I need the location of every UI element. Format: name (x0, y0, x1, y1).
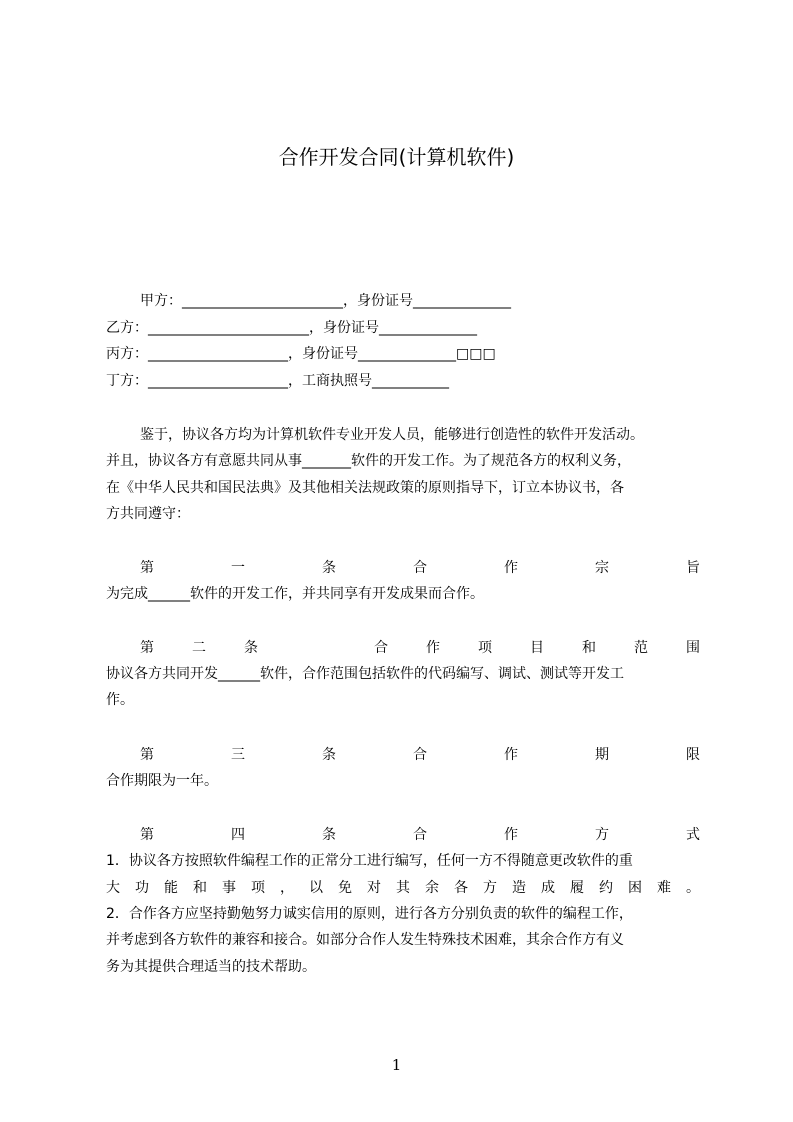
heading-char: 第 (140, 827, 154, 843)
heading-char: 限 (686, 747, 700, 763)
article-4-heading (106, 825, 700, 845)
spread-char: 困 (628, 880, 642, 896)
spread-char: 造 (512, 880, 526, 896)
article-3-text: 合作期限为一年。 (106, 773, 218, 789)
article-2-heading (106, 638, 700, 658)
spread-char: 大 (106, 880, 120, 896)
spread-char: 余 (425, 880, 439, 896)
spread-char: 事 (222, 880, 236, 896)
article-2-text: 协议各方共同开发______软件，合作范围包括软件的代码编写、调试、测试等开发工 (106, 666, 624, 682)
spread-char: 难 (657, 880, 671, 896)
article-4-spread-line (106, 878, 700, 898)
heading-char: 条 (244, 640, 258, 656)
spread-char: 对 (367, 880, 381, 896)
heading-char: 作 (504, 747, 518, 763)
heading-char: 合 (374, 640, 388, 656)
heading-char: 第 (140, 747, 154, 763)
article-4-text: 1．协议各方按照软件编程工作的正常分工进行编写，任何一方不得随意更改软件的重 (106, 853, 633, 869)
heading-char: 围 (686, 640, 700, 656)
article-4-text: 并考虑到各方软件的兼容和接合。如部分合作人发生特殊技术困难，其余合作方有义 (106, 932, 624, 948)
heading-char: 三 (231, 747, 245, 763)
heading-char: 二 (192, 640, 206, 656)
heading-char: 条 (322, 747, 336, 763)
heading-char: 条 (322, 827, 336, 843)
party-b-line: 乙方：_______________________，身份证号______________ (106, 320, 477, 336)
heading-char: 合 (413, 560, 427, 576)
heading-char: 条 (322, 560, 336, 576)
heading-char: 项 (478, 640, 492, 656)
preamble-line: 鉴于，协议各方均为计算机软件专业开发人员，能够进行创造性的软件开发活动。 (140, 427, 644, 443)
spread-char: 履 (570, 880, 584, 896)
heading-char: 合 (413, 747, 427, 763)
spread-char: 其 (396, 880, 410, 896)
article-4-text: 务为其提供合理适当的技术帮助。 (106, 959, 316, 975)
article-1-heading (106, 558, 700, 578)
heading-char: 式 (686, 827, 700, 843)
document-title: 合作开发合同(计算机软件) (278, 145, 515, 169)
heading-char: 旨 (686, 560, 700, 576)
spread-char: 项 (251, 880, 265, 896)
spread-char: 能 (164, 880, 178, 896)
heading-char: 作 (426, 640, 440, 656)
heading-char: 一 (231, 560, 245, 576)
spread-char: 免 (338, 880, 352, 896)
heading-char: 方 (595, 827, 609, 843)
page-number: 1 (391, 1056, 402, 1074)
spread-char: 。 (686, 880, 700, 896)
party-d-line: 丁方：____________________，工商执照号___________ (106, 373, 449, 389)
article-4-text: 2．合作各方应坚持勤勉努力诚实信用的原则，进行各方分别负责的软件的编程工作， (106, 906, 633, 922)
heading-char: 宗 (595, 560, 609, 576)
article-2-text: 作。 (106, 692, 134, 708)
spread-char: 成 (541, 880, 555, 896)
heading-char: 作 (504, 827, 518, 843)
spread-char: 各 (454, 880, 468, 896)
spread-char: 功 (135, 880, 149, 896)
preamble-line: 在《中华人民共和国民法典》及其他相关法规政策的原则指导下，订立本协议书，各 (106, 480, 624, 496)
spread-char: 和 (193, 880, 207, 896)
preamble-line: 并且，协议各方有意愿共同从事_______软件的开发工作。为了规范各方的权利义务， (106, 453, 631, 469)
article-1-text: 为完成______软件的开发工作，并共同享有开发成果而合作。 (106, 586, 484, 602)
heading-char: 合 (413, 827, 427, 843)
heading-char: 期 (595, 747, 609, 763)
heading-char: 目 (530, 640, 544, 656)
spread-char: 方 (483, 880, 497, 896)
spread-char: 以 (309, 880, 323, 896)
party-a-line: 甲方：_______________________，身份证号______________ (140, 293, 511, 309)
heading-char: 范 (634, 640, 648, 656)
spread-char: ， (280, 880, 294, 896)
heading-char: 第 (140, 560, 154, 576)
article-3-heading (106, 745, 700, 765)
heading-char: 和 (582, 640, 596, 656)
spread-char: 约 (599, 880, 613, 896)
heading-char: 第 (140, 640, 154, 656)
heading-char: 作 (504, 560, 518, 576)
heading-char: 四 (231, 827, 245, 843)
preamble-line: 方共同遵守： (106, 506, 190, 522)
party-c-line: 丙方：____________________，身份证号______________□□□ (106, 346, 496, 362)
